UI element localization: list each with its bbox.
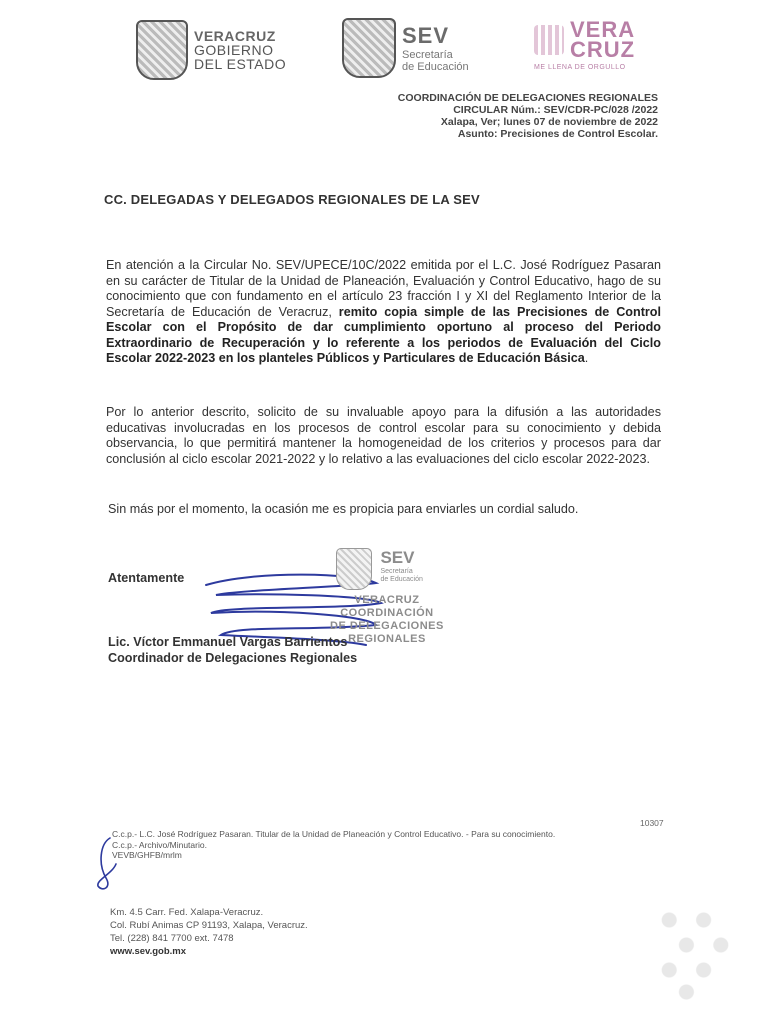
stamp-line2: COORDINACIÓN (340, 607, 434, 619)
closing-line: Sin más por el momento, la ocasión me es propicia para enviarles un cordial saludo. (108, 502, 579, 516)
stamp-sub2: de Educación (380, 576, 423, 583)
gov-line3: DEL ESTADO (194, 56, 287, 72)
address-phone: Tel. (228) 841 7700 ext. 7478 (110, 933, 234, 944)
valediction: Atentamente (108, 571, 185, 585)
stamp-line1: VERACRUZ (354, 594, 420, 606)
meta-subject: Asunto: Precisiones de Control Escolar. (457, 128, 658, 140)
stamp-crest-icon (336, 548, 372, 590)
footer-address (110, 906, 308, 958)
gov-line1: VERACRUZ (194, 28, 276, 44)
sev-sub1: Secretaría (402, 49, 453, 61)
stamp-line4: REGIONALES (348, 633, 426, 645)
sev-crest-icon (342, 18, 396, 78)
vc-line2: CRUZ (570, 37, 636, 62)
signer-block (108, 634, 357, 666)
veracruz-brand-logo (534, 17, 636, 71)
ccp-line2: C.c.p.- Archivo/Minutario. (112, 839, 207, 850)
vc-line1: VERA (570, 17, 636, 42)
paragraph-2: Por lo anterior descrito, solicito de su invaluable apoyo para la difusión a las autoridades educativas involucradas en los procesos de control escolar para su conocimiento y debida observancia, lo que permitirá mantener la homogeneidad de los criterios y procesos para dar conclusión al ciclo escolar 2021-2022 y lo relativo a las evaluaciones del ciclo escolar 2022-2023. (106, 405, 661, 466)
initials-signature (92, 834, 122, 894)
signer-name: Lic. Víctor Emmanuel Vargas Barrientos (108, 635, 348, 649)
p1-intro: En atención a la Circular No. SEV/UPECE/10C/2022 emitida por el L.C. José Rodríguez Pasaran en su carácter de Titular de la Unidad de Planeación, Evaluación y Control Educativo, hago de su conocimiento que con fundamento en el artículo 23 fracción I y XI del Reglamento Interior de la Secretaría de Educación de Veracruz, (106, 258, 661, 319)
sev-title: SEV (402, 23, 450, 48)
p1-bold: remito copia simple de las Precisiones de Control Escolar con el Propósito de dar cumplimiento oportuno al proceso del Periodo Extraordinario de Recuperación y lo referente a los periodos de Evaluación del Ciclo Escolar 2022-2023 en los planteles Públicos y Particulares de Educación Básica (106, 304, 661, 365)
ccp-line3: VEVB/GHFB/mrlm (112, 850, 182, 860)
address-line1: Km. 4.5 Carr. Fed. Xalapa-Veracruz. (110, 907, 264, 918)
stamp-line3: DE DELEGACIONES (330, 620, 444, 632)
ccp-line1: C.c.p.- L.C. José Rodríguez Pasaran. Titular de la Unidad de Planeación y Control Educativo. - Para su conocimiento. (112, 829, 556, 839)
paragraph-1 (106, 258, 661, 367)
address-line2: Col. Rubí Animas CP 91193, Xalapa, Veracruz. (110, 920, 308, 931)
ccp-block (112, 829, 555, 861)
decorative-pattern-icon (652, 900, 738, 1000)
p1-end: . (584, 351, 589, 365)
meta-circular: CIRCULAR Núm.: SEV/CDR-PC/028 /2022 (453, 104, 658, 116)
stamp-sub1: Secretaría (380, 568, 413, 575)
gobierno-veracruz-logo (136, 20, 286, 80)
vc-slogan: ME LLENA DE ORGULLO (534, 64, 626, 71)
veracruz-crest-icon (136, 20, 188, 80)
sev-logo (342, 18, 469, 78)
website-link[interactable]: www.sev.gob.mx (110, 946, 187, 957)
stamp-sev (380, 548, 422, 584)
document-meta (398, 92, 658, 140)
gov-line2: GOBIERNO (194, 42, 274, 58)
meta-office: COORDINACIÓN DE DELEGACIONES REGIONALES (397, 92, 658, 104)
signer-title: Coordinador de Delegaciones Regionales (108, 651, 358, 665)
sev-sub2: de Educación (402, 61, 469, 73)
stamp-sev-title: SEV (380, 548, 415, 567)
sev-logo-text (402, 23, 469, 73)
veracruz-pattern-icon (534, 25, 564, 55)
addressee: CC. DELEGADAS Y DELEGADOS REGIONALES DE LA SEV (104, 192, 480, 207)
gobierno-logo-text (194, 29, 286, 71)
folio-number: 10307 (640, 818, 664, 828)
official-stamp (330, 548, 444, 646)
meta-date: Xalapa, Ver; lunes 07 de noviembre de 2022 (440, 116, 658, 128)
